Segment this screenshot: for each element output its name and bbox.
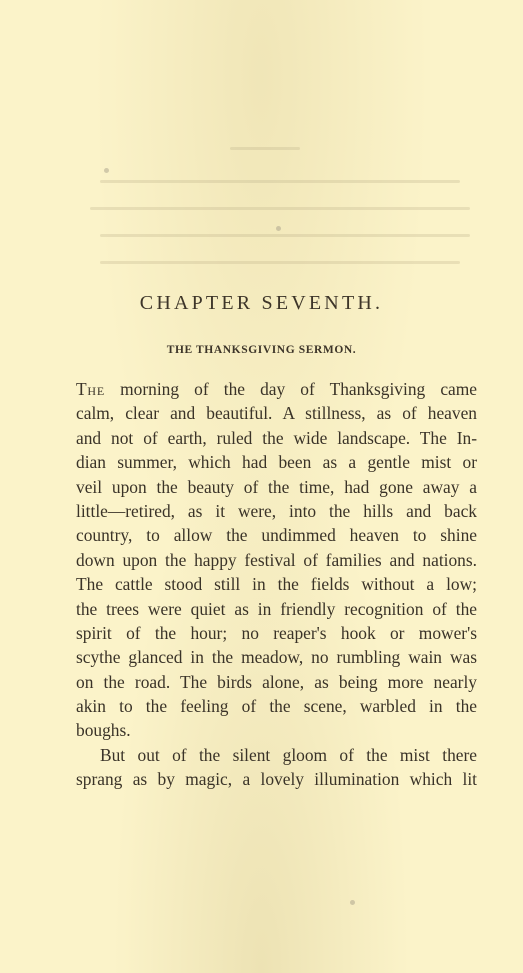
chapter-body [76,377,477,792]
text-line-content: morning of the day of Thanksgiving came [105,379,477,399]
text-line: dian summer, which had been as a gentle mist or [76,452,477,473]
text-line: calm, clear and beautiful. A stillness, as of heaven [76,403,477,424]
text-line: But out of the silent gloom of the mist there [100,744,477,765]
text-line: sprang as by magic, a lovely illumination which lit [76,769,477,790]
paragraph-1 [76,377,477,743]
text-line: on the road. The birds alone, as being more nearly [76,671,477,692]
lead-word: The [76,379,106,399]
bleed-through-marks [60,135,490,285]
text-line: The cattle stood still in the fields without a low; [76,574,477,595]
paper-speck [350,900,355,905]
text-line: scythe glanced in the meadow, no rumbling wain was [76,647,477,668]
paper-speck [276,226,281,231]
text-line: country, to allow the undimmed heaven to shine [76,525,477,546]
chapter-subtitle: THE THANKSGIVING SERMON. [166,344,357,356]
text-line: the trees were quiet as in friendly recognition of the [76,598,477,619]
text-line: boughs. [76,720,131,741]
text-line: spirit of the hour; no reaper's hook or mower's [76,622,477,643]
text-line: akin to the feeling of the scene, warbled in the [76,696,477,717]
paper-speck [104,168,109,173]
text-line [76,377,477,401]
text-line: little—retired, as it were, into the hills and back [76,500,477,521]
text-line: down upon the happy festival of families and nations. [76,549,477,570]
chapter-title: CHAPTER SEVENTH. [139,292,384,314]
paragraph-2 [76,743,477,792]
text-line: veil upon the beauty of the time, had gone away a [76,476,477,497]
text-line: and not of earth, ruled the wide landscape. The In- [76,427,477,448]
